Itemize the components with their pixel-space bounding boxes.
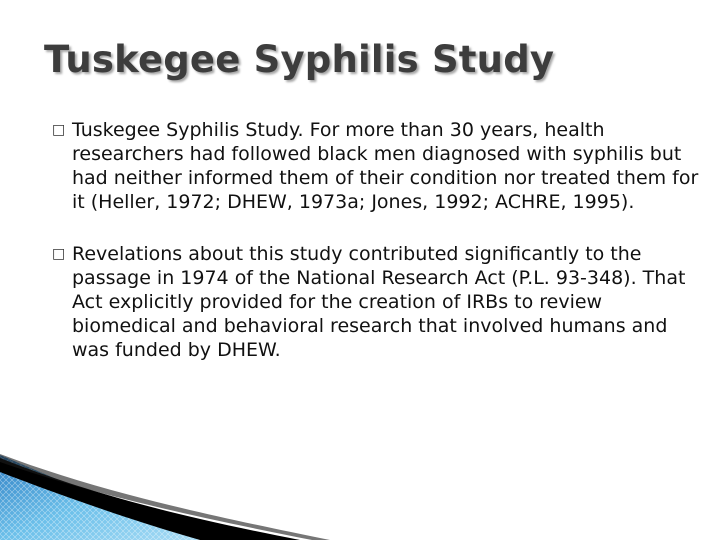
bullet-text: Revelations about this study contributed significantly to the passage in 1974 of the National Research Act (P.L. 93-348). That Act explicitly provided for the creation of IRBs to review biomedical and behavioral research that involved humans and was funded by DHEW.	[72, 243, 686, 361]
dark-swoosh-shape	[0, 458, 300, 540]
blue-wedge-shape	[0, 455, 200, 540]
bullet-text: Tuskegee Syphilis Study. For more than 30 years, health researchers had followed black men diagnosed with syphilis but had neither informed them of their condition nor treated them for it (Heller, 1972; DHEW, 1973a; Jones, 1992; ACHRE, 1995).	[72, 119, 699, 213]
bullet-item	[52, 118, 704, 214]
bullet-marker-icon: □	[52, 122, 66, 138]
slide-title: Tuskegee Syphilis Study	[44, 38, 555, 81]
bullet-list	[52, 118, 704, 390]
bullet-marker-icon: □	[52, 246, 66, 262]
bullet-item	[52, 242, 704, 362]
